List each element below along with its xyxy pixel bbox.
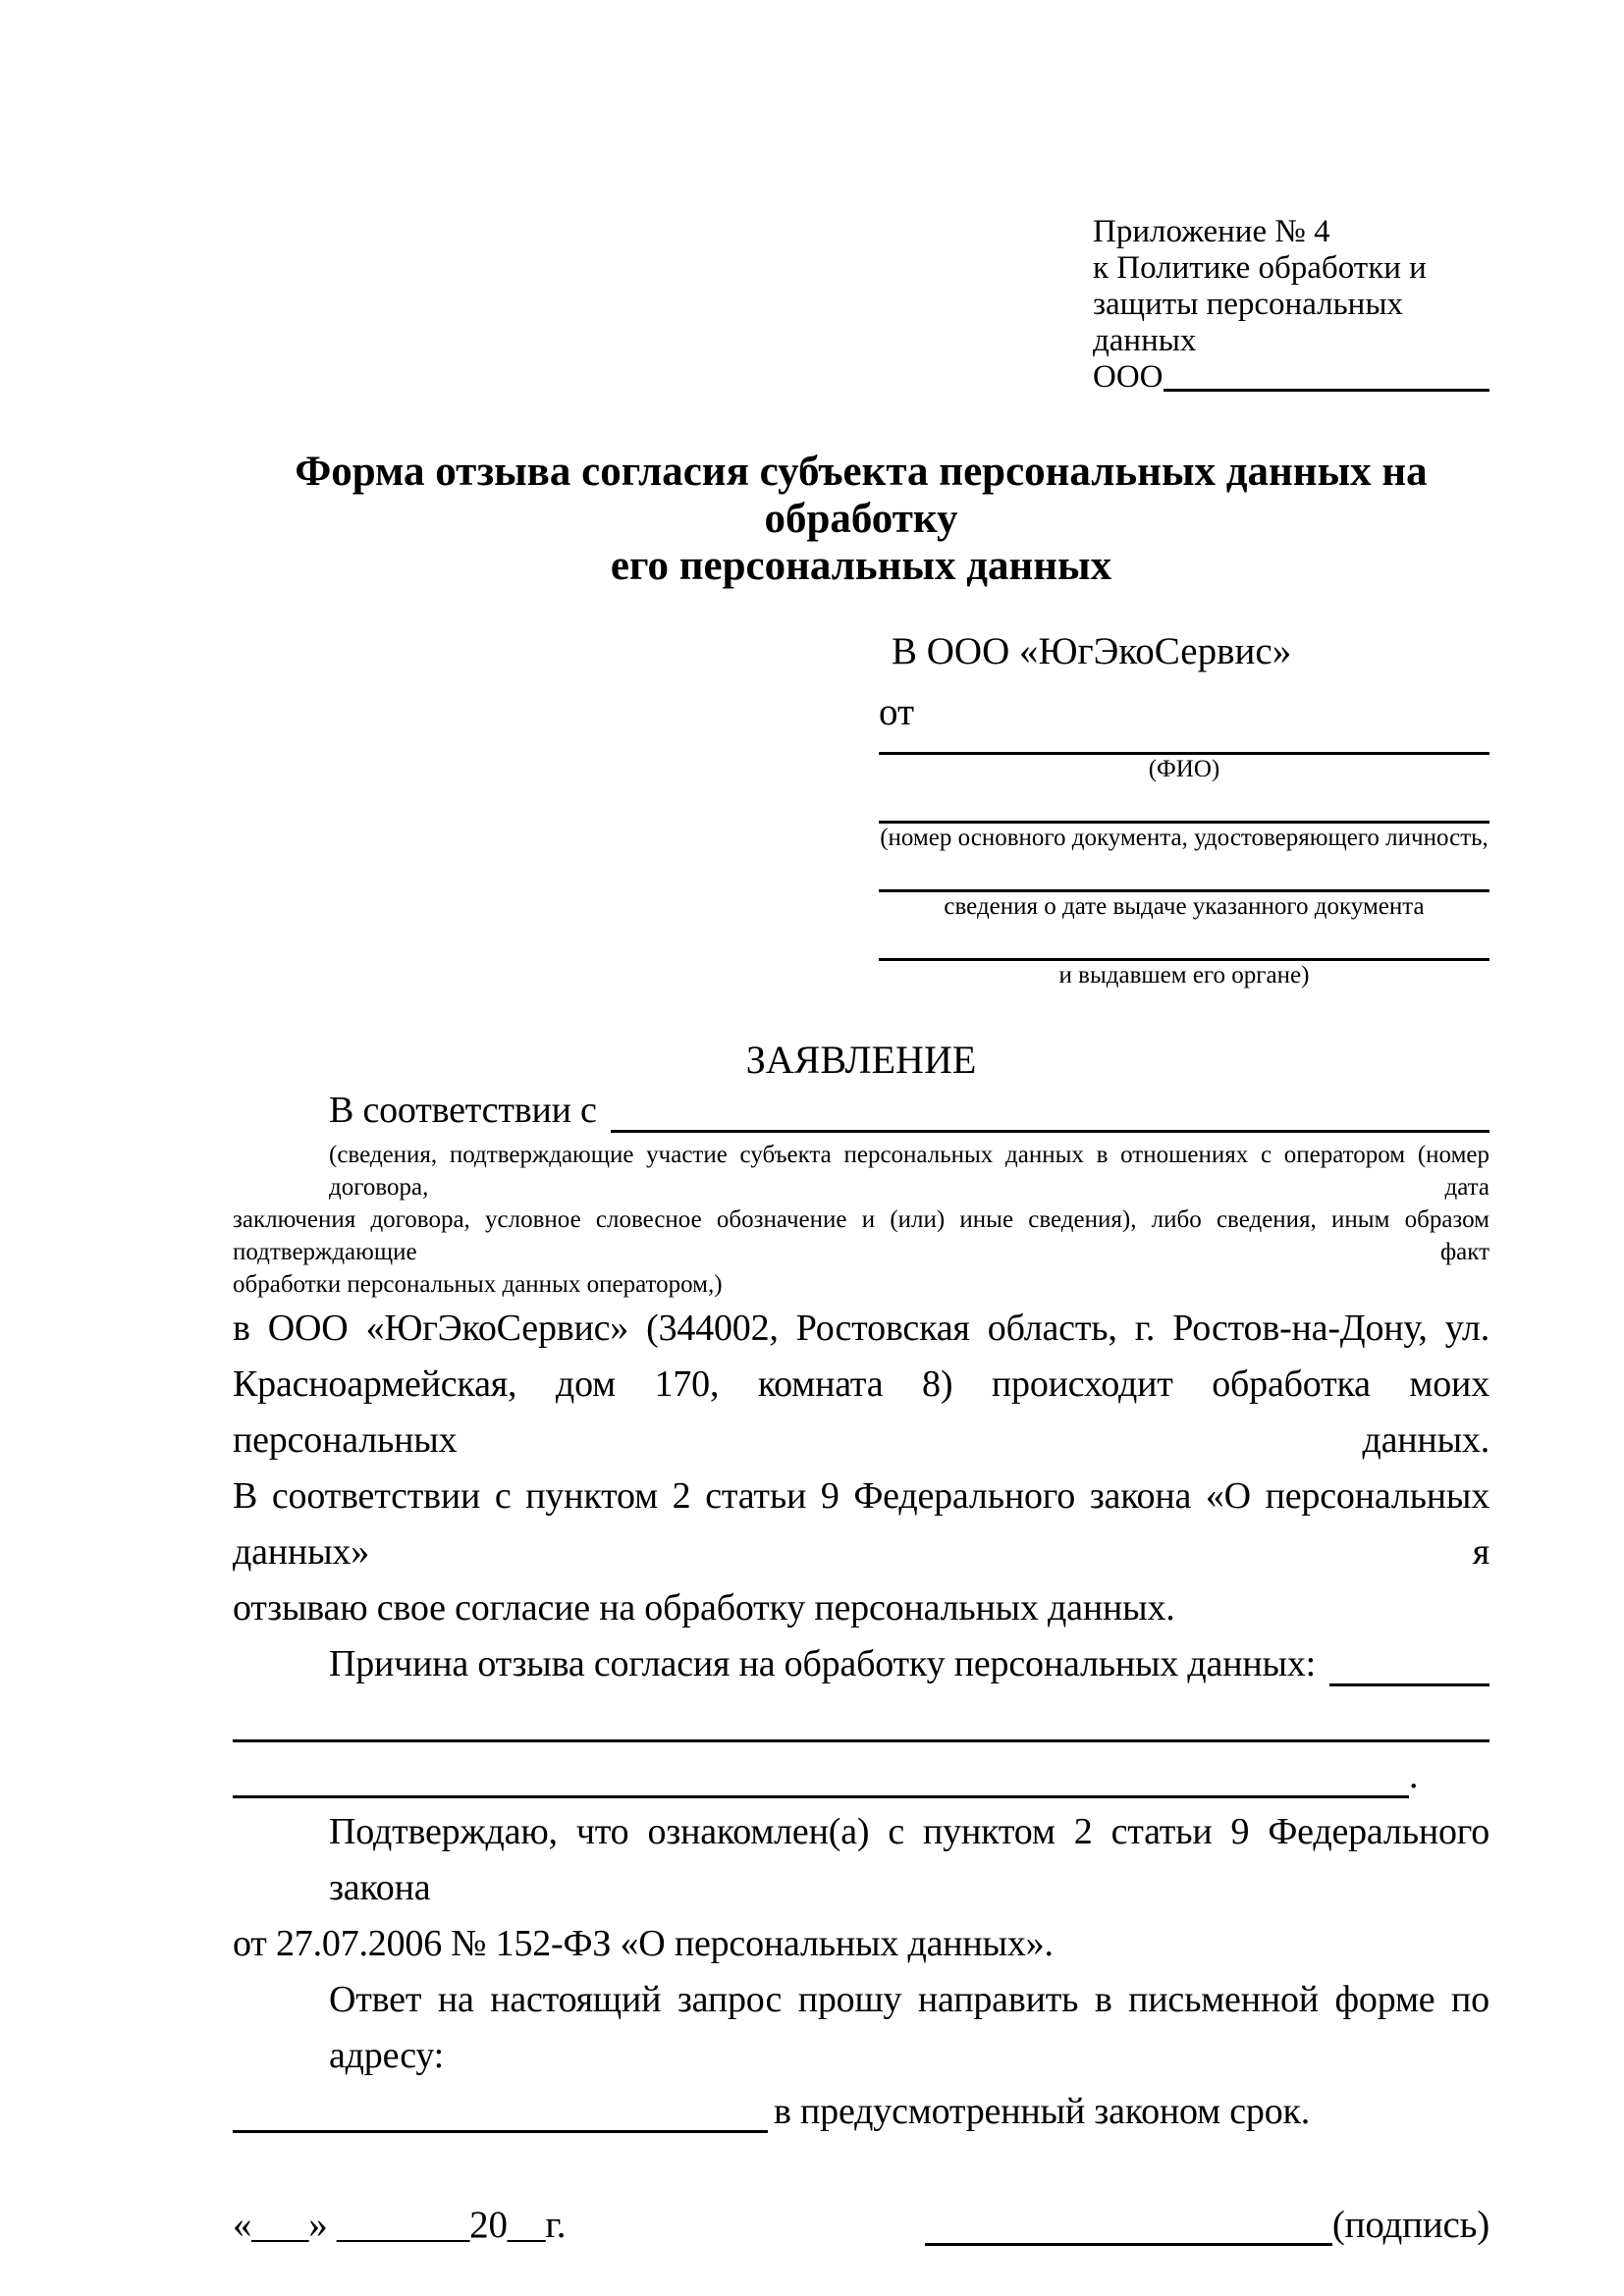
body-line-1: в ООО «ЮгЭкоСервис» (344002, Ростовская область, г. Ростов-на-Дону, ул.: [233, 1308, 1489, 1349]
addressee-organization: В ООО «ЮгЭкоСервис»: [892, 630, 1292, 672]
reply-lead-line: Ответ на настоящий запрос прошу направить в письменной форме по адресу:: [329, 1979, 1489, 2076]
confirm-line-1: Подтверждаю, что ознакомлен(а) с пунктом 2 статьи 9 Федерального закона: [329, 1811, 1489, 1908]
addressee-from-label: от: [879, 691, 915, 733]
reply-address-row: [233, 2084, 1489, 2140]
intro-lead-text: В соответствии с: [329, 1090, 597, 1131]
intro-row: [233, 1083, 1489, 1139]
company-name-blank-line: [1164, 359, 1490, 392]
body-line-3: В соответствии с пунктом 2 статьи 9 Федерального закона «О персональных данных» я: [233, 1475, 1489, 1573]
reason-blank-line-2: [233, 1692, 1489, 1742]
date-blank-text: «___» _______20__г.: [233, 2204, 567, 2246]
issuing-authority-caption: и выдавшем его органе): [1058, 962, 1310, 988]
statement-body: [233, 1083, 1489, 2253]
footnote-line-2: заключения договора, условное словесное обозначение и (или) иные сведения), либо сведения, иным образом подтверждающие факт: [233, 1206, 1489, 1265]
addressee-block: [879, 629, 1489, 990]
document-title: [233, 449, 1489, 590]
body-line-2: Красноармейская, дом 170, комната 8) происходит обработка моих персональных данных.: [233, 1363, 1489, 1461]
reason-blank-row-3: [233, 1748, 1489, 1804]
appendix-company-row: [1093, 359, 1489, 396]
signature-blank-line: [925, 2197, 1332, 2246]
grounds-blank-line: [611, 1083, 1489, 1133]
reason-blank-row-2: [233, 1692, 1489, 1748]
appendix-block: [1093, 214, 1489, 396]
signature-group: [925, 2197, 1489, 2253]
reason-blank-line-1: [1329, 1636, 1489, 1686]
document-title-line-2: его персональных данных: [610, 543, 1112, 589]
reply-address-blank-line: [233, 2084, 768, 2133]
appendix-line-1: Приложение № 4: [1093, 214, 1330, 249]
body-line-4: отзываю свое согласие на обработку персональных данных.: [233, 1587, 1175, 1629]
fio-caption: (ФИО): [1148, 756, 1220, 782]
reason-end-mark: .: [1409, 1755, 1419, 1796]
date-signature-row: [233, 2197, 1489, 2253]
issue-date-caption: сведения о дате выдаче указанного документа: [944, 893, 1425, 920]
fio-blank-line: [879, 735, 1489, 755]
issuing-authority-blank-line: [879, 922, 1489, 961]
appendix-line-2: к Политике обработки и: [1093, 250, 1427, 286]
reason-blank-line-3: [233, 1748, 1409, 1798]
company-prefix-label: ООО: [1093, 359, 1164, 395]
reason-label: Причина отзыва согласия на обработку персональных данных:: [329, 1643, 1316, 1684]
signature-caption: (подпись): [1331, 2204, 1489, 2246]
footnote-line-1: (сведения, подтверждающие участие субъекта персональных данных в отношениях с оператором (номер договора, дата: [329, 1142, 1489, 1201]
statement-heading: ЗАЯВЛЕНИЕ: [745, 1038, 977, 1082]
reply-tail-text: в предусмотренный законом срок.: [774, 2091, 1311, 2132]
confirm-paragraph: [233, 1804, 1489, 1972]
reason-row: [233, 1636, 1489, 1692]
footnote-line-3: обработки персональных данных оператором,): [233, 1271, 723, 1298]
footnote-block: [233, 1139, 1489, 1301]
document-title-line-1: Форма отзыва согласия субъекта персональных данных на обработку: [295, 449, 1428, 542]
appendix-line-3: защиты персональных данных: [1093, 287, 1403, 358]
issue-date-blank-line: [879, 853, 1489, 892]
body-paragraph: [233, 1301, 1489, 1636]
document-number-caption: (номер основного документа, удостоверяющего личность,: [880, 825, 1489, 851]
document-number-blank-line: [879, 784, 1489, 824]
confirm-line-2: от 27.07.2006 № 152-ФЗ «О персональных данных».: [233, 1923, 1054, 1964]
